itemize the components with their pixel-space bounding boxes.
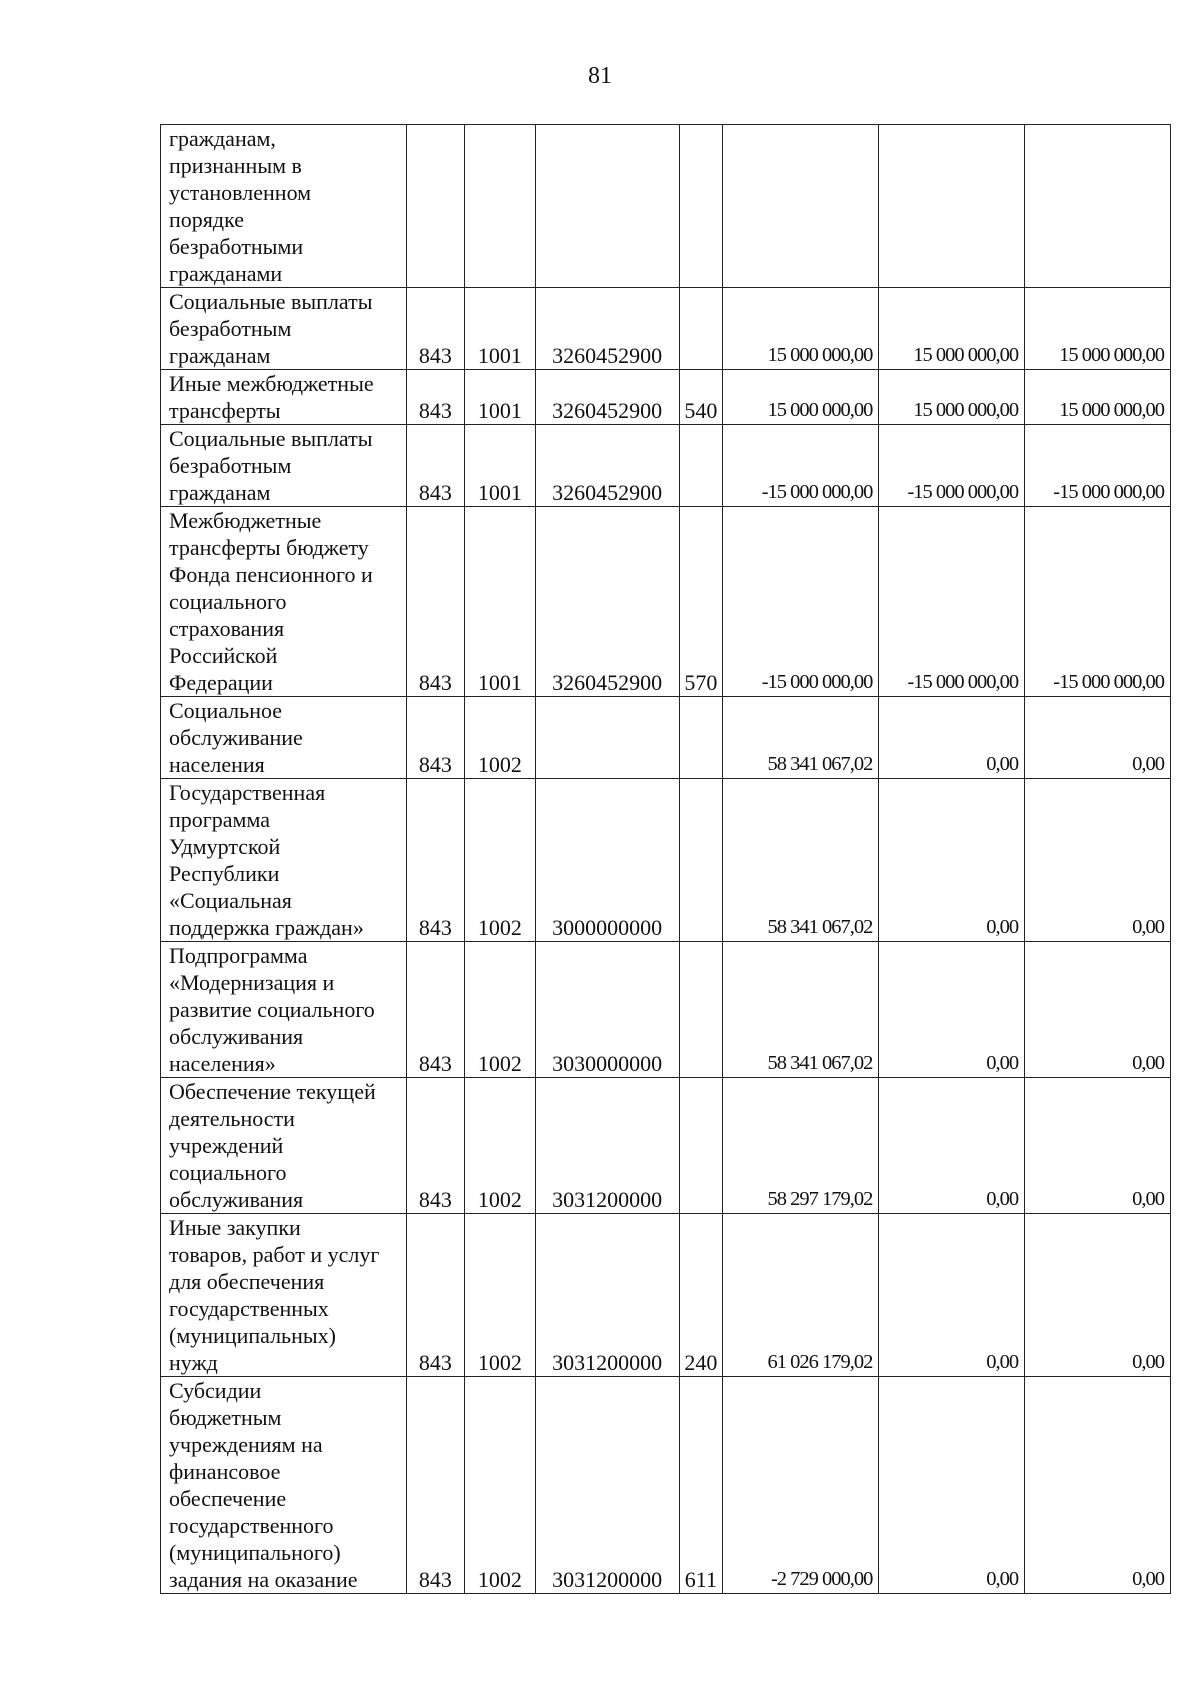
cell-sum-3: -15 000 000,00 (1025, 425, 1171, 507)
cell-sum-1: 15 000 000,00 (723, 370, 879, 425)
cell-sum-1: 58 341 067,02 (723, 697, 879, 779)
cell-name-line: (муниципального) (169, 1540, 341, 1565)
cell-vr: 611 (679, 1377, 723, 1594)
cell-name-line: обслуживание (169, 725, 303, 750)
cell-name-line: социального (169, 1160, 287, 1185)
cell-name-line: признанным в (169, 153, 302, 178)
cell-name-line: Социальные выплаты (169, 289, 373, 314)
cell-vr (679, 942, 723, 1078)
cell-sum-2: 0,00 (879, 942, 1025, 1078)
cell-ved: 843 (406, 779, 464, 942)
cell-name-line: Государственная (169, 780, 326, 805)
cell-sum-3: 0,00 (1025, 1078, 1171, 1214)
cell-name-line: Российской (169, 643, 278, 668)
cell-name-line: безработными (169, 234, 304, 259)
budget-table (160, 124, 1171, 1594)
cell-rzpr: 1002 (465, 697, 536, 779)
cell-name-line: Иные межбюджетные (169, 371, 374, 396)
cell-name (161, 288, 407, 370)
cell-vr (679, 125, 723, 288)
cell-name (161, 125, 407, 288)
cell-rzpr (465, 125, 536, 288)
cell-name-line: государственных (169, 1296, 329, 1321)
cell-sum-2: 0,00 (879, 779, 1025, 942)
cell-sum-1: 15 000 000,00 (723, 288, 879, 370)
table-row (161, 125, 1171, 288)
table-row (161, 942, 1171, 1078)
cell-rzpr: 1001 (465, 370, 536, 425)
cell-name-line: безработным (169, 316, 292, 341)
cell-csr (535, 697, 679, 779)
cell-name-line: гражданам, (169, 126, 276, 151)
cell-sum-2: 0,00 (879, 697, 1025, 779)
cell-ved: 843 (406, 1377, 464, 1594)
cell-sum-1: 61 026 179,02 (723, 1214, 879, 1377)
cell-csr: 3000000000 (535, 779, 679, 942)
cell-name-line: учреждений (169, 1133, 284, 1158)
cell-name-line: нужд (169, 1350, 218, 1375)
table-row (161, 288, 1171, 370)
cell-name-line: учреждениям на (169, 1432, 323, 1457)
cell-csr: 3260452900 (535, 507, 679, 697)
cell-sum-2: 0,00 (879, 1214, 1025, 1377)
cell-name-line: развитие социального (169, 997, 375, 1022)
cell-sum-3 (1025, 125, 1171, 288)
cell-name-line: «Социальная (169, 888, 292, 913)
cell-rzpr: 1002 (465, 942, 536, 1078)
cell-name (161, 1214, 407, 1377)
cell-sum-1 (723, 125, 879, 288)
cell-name-line: финансовое (169, 1459, 281, 1484)
cell-name (161, 1377, 407, 1594)
cell-sum-2: -15 000 000,00 (879, 507, 1025, 697)
cell-name (161, 779, 407, 942)
cell-name-line: гражданам (169, 480, 271, 505)
cell-sum-2: -15 000 000,00 (879, 425, 1025, 507)
cell-name-line: Межбюджетные (169, 508, 322, 533)
cell-sum-2: 15 000 000,00 (879, 370, 1025, 425)
cell-ved (406, 125, 464, 288)
cell-rzpr: 1002 (465, 1377, 536, 1594)
table-row (161, 507, 1171, 697)
cell-name (161, 1078, 407, 1214)
cell-sum-2: 15 000 000,00 (879, 288, 1025, 370)
cell-sum-1: -15 000 000,00 (723, 425, 879, 507)
cell-sum-3: 0,00 (1025, 1377, 1171, 1594)
cell-ved: 843 (406, 288, 464, 370)
cell-sum-3: 0,00 (1025, 942, 1171, 1078)
cell-sum-3: 0,00 (1025, 779, 1171, 942)
cell-sum-3: 15 000 000,00 (1025, 288, 1171, 370)
cell-name-line: государственного (169, 1513, 334, 1538)
cell-name-line: для обеспечения (169, 1269, 325, 1294)
page-number: 81 (588, 63, 612, 89)
cell-rzpr: 1002 (465, 1214, 536, 1377)
cell-sum-3: 0,00 (1025, 697, 1171, 779)
cell-ved: 843 (406, 370, 464, 425)
cell-sum-1: -15 000 000,00 (723, 507, 879, 697)
cell-name-line: гражданами (169, 261, 283, 286)
cell-name-line: задания на оказание (169, 1567, 358, 1592)
cell-ved: 843 (406, 1214, 464, 1377)
cell-name-line: Федерации (169, 670, 273, 695)
cell-csr: 3030000000 (535, 942, 679, 1078)
cell-name-line: товаров, работ и услуг (169, 1242, 380, 1267)
cell-csr: 3031200000 (535, 1214, 679, 1377)
cell-vr (679, 1078, 723, 1214)
cell-sum-1: 58 341 067,02 (723, 942, 879, 1078)
cell-sum-1: -2 729 000,00 (723, 1377, 879, 1594)
cell-sum-2: 0,00 (879, 1078, 1025, 1214)
cell-csr: 3260452900 (535, 425, 679, 507)
cell-name (161, 942, 407, 1078)
table-body (161, 125, 1171, 1594)
cell-sum-3: -15 000 000,00 (1025, 507, 1171, 697)
cell-name-line: обслуживания (169, 1024, 304, 1049)
table-row (161, 779, 1171, 942)
cell-vr: 540 (679, 370, 723, 425)
cell-name-line: трансферты бюджету (169, 535, 369, 560)
cell-name-line: Удмуртской (169, 834, 281, 859)
cell-name-line: деятельности (169, 1106, 295, 1131)
cell-vr: 570 (679, 507, 723, 697)
cell-name-line: населения (169, 752, 265, 777)
cell-name-line: Фонда пенсионного и (169, 562, 373, 587)
table-row (161, 1377, 1171, 1594)
cell-name-line: Субсидии (169, 1378, 262, 1403)
cell-name-line: безработным (169, 453, 292, 478)
cell-csr: 3260452900 (535, 370, 679, 425)
cell-ved: 843 (406, 507, 464, 697)
cell-name-line: обслуживания (169, 1187, 304, 1212)
table-row (161, 370, 1171, 425)
cell-ved: 843 (406, 1078, 464, 1214)
cell-name-line: Иные закупки (169, 1215, 301, 1240)
cell-name-line: Социальное (169, 698, 282, 723)
cell-name-line: «Модернизация и (169, 970, 335, 995)
cell-name (161, 425, 407, 507)
cell-rzpr: 1001 (465, 425, 536, 507)
cell-csr: 3031200000 (535, 1377, 679, 1594)
cell-sum-1: 58 341 067,02 (723, 779, 879, 942)
cell-name-line: поддержка граждан» (169, 915, 364, 940)
cell-name-line: трансферты (169, 398, 281, 423)
table-row (161, 1214, 1171, 1377)
table-row (161, 425, 1171, 507)
cell-vr (679, 779, 723, 942)
cell-ved: 843 (406, 697, 464, 779)
cell-rzpr: 1002 (465, 1078, 536, 1214)
cell-sum-3: 15 000 000,00 (1025, 370, 1171, 425)
cell-vr: 240 (679, 1214, 723, 1377)
cell-name (161, 370, 407, 425)
cell-name (161, 697, 407, 779)
cell-csr: 3260452900 (535, 288, 679, 370)
cell-sum-2: 0,00 (879, 1377, 1025, 1594)
cell-vr (679, 697, 723, 779)
cell-sum-3: 0,00 (1025, 1214, 1171, 1377)
cell-name-line: Социальные выплаты (169, 426, 373, 451)
cell-sum-1: 58 297 179,02 (723, 1078, 879, 1214)
cell-rzpr: 1001 (465, 288, 536, 370)
cell-name-line: бюджетным (169, 1405, 282, 1430)
cell-vr (679, 288, 723, 370)
table-row (161, 1078, 1171, 1214)
cell-name-line: порядке (169, 207, 244, 232)
cell-name-line: Подпрограмма (169, 943, 308, 968)
cell-name-line: (муниципальных) (169, 1323, 336, 1348)
cell-name (161, 507, 407, 697)
cell-name-line: гражданам (169, 343, 271, 368)
cell-ved: 843 (406, 425, 464, 507)
cell-ved: 843 (406, 942, 464, 1078)
cell-name-line: программа (169, 807, 271, 832)
cell-vr (679, 425, 723, 507)
table-row (161, 697, 1171, 779)
cell-rzpr: 1002 (465, 779, 536, 942)
cell-name-line: страхования (169, 616, 285, 641)
cell-sum-2 (879, 125, 1025, 288)
cell-name-line: Обеспечение текущей (169, 1079, 376, 1104)
cell-name-line: Республики (169, 861, 280, 886)
cell-name-line: населения» (169, 1051, 276, 1076)
cell-csr: 3031200000 (535, 1078, 679, 1214)
cell-name-line: социального (169, 589, 287, 614)
cell-name-line: установленном (169, 180, 312, 205)
cell-rzpr: 1001 (465, 507, 536, 697)
cell-csr (535, 125, 679, 288)
cell-name-line: обеспечение (169, 1486, 287, 1511)
